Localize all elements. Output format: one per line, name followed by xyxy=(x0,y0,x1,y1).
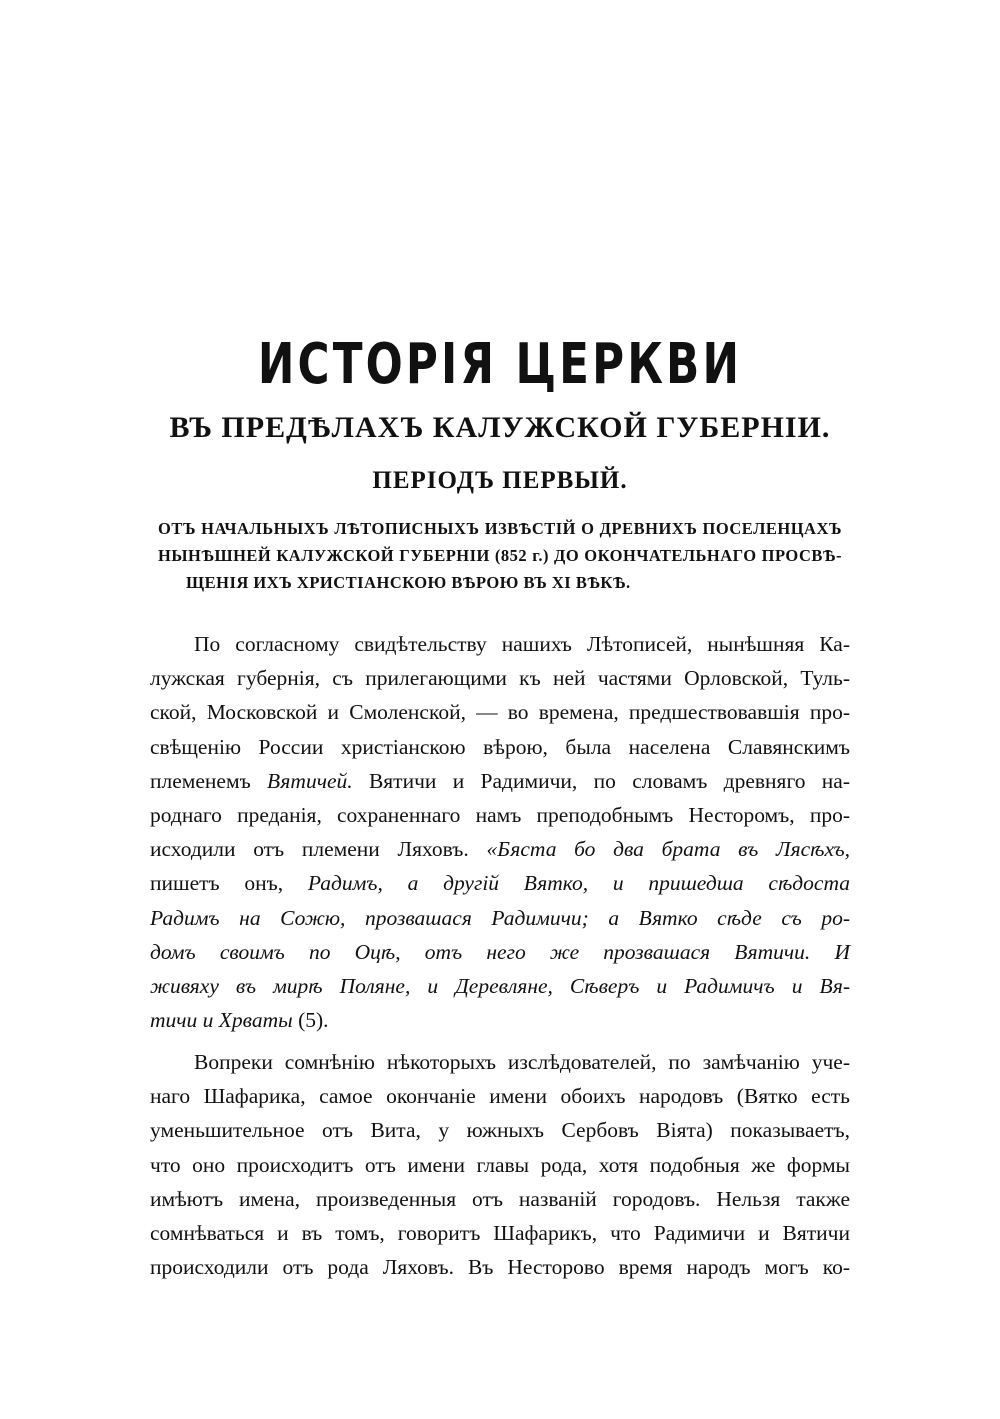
text-line xyxy=(150,866,850,900)
text-line: свѣщенію России христіанскою вѣрою, была населена Славянскимъ xyxy=(150,734,850,759)
text-line: роднаго преданія, сохраненнаго намъ преподобнымъ Несторомъ, про- xyxy=(150,803,850,828)
chapter-subtitle: ВЪ ПРЕДѢЛАХЪ КАЛУЖСКОЙ ГУБЕРНІИ. xyxy=(169,411,831,444)
period-heading: ПЕРІОДЪ ПЕРВЫЙ. xyxy=(372,467,628,494)
text-line: имѣютъ имена, произведенныя отъ названій городовъ. Нельзя также xyxy=(150,1186,850,1211)
text-run: исходили отъ племени Ляховъ. xyxy=(150,837,487,862)
italic-quotation-line: живяху въ мирѣ Поляне, и Деревляне, Сѣверъ и Радимичъ и Вя- xyxy=(150,974,850,999)
summary-line: ЩЕНІЯ ИХЪ ХРИСТІАНСКОЮ ВѢРОЮ ВЪ XI ВѢКѢ. xyxy=(186,573,631,592)
italic-quotation: Радимъ, а другій Вятко, и пришедша сѣдоста xyxy=(307,871,851,896)
chapter-title: ИСТОРІЯ ЦЕРКВИ xyxy=(257,332,743,397)
text-line: что оно происходитъ отъ имени главы рода, хотя подобныя же формы xyxy=(150,1152,850,1177)
italic-tribe-name: Вятичей. xyxy=(267,768,353,793)
text-line xyxy=(150,1003,850,1037)
text-line: сомнѣваться и въ томъ, говоритъ Шафарикъ, что Радимичи и Вятичи xyxy=(150,1221,850,1246)
italic-quotation-line: Радимъ на Сожю, прозвашася Радимичи; а Вятко сѣде съ ро- xyxy=(150,905,850,930)
text-line xyxy=(150,764,850,798)
text-line: уменьшительное отъ Вита, у южныхъ Сербовъ Віята) показываетъ, xyxy=(150,1118,850,1143)
footnote-reference: (5). xyxy=(292,1008,329,1033)
text-line: лужская губернія, съ прилегающими къ ней частями Орловской, Туль- xyxy=(150,666,850,691)
italic-quotation: тичи и Хрваты xyxy=(150,1008,293,1033)
italic-quotation: «Бяста бо два брата въ Лясѣхъ, xyxy=(486,837,850,862)
summary-line: НЫНѢШНЕЙ КАЛУЖСКОЙ ГУБЕРНІИ (852 г.) ДО ОКОНЧАТЕЛЬНАГО ПРОСВѢ- xyxy=(158,546,842,565)
text-line: наго Шафарика, самое окончаніе имени обоихъ народовъ (Вятко есть xyxy=(150,1084,850,1109)
text-line: Вопреки сомнѣнію нѣкоторыхъ изслѣдователей, по замѣчанію уче- xyxy=(194,1050,850,1074)
summary-line: ОТЪ НАЧАЛЬНЫХЪ ЛѢТОПИСНЫХЪ ИЗВѢСТІЙ О ДРЕВНИХЪ ПОСЕЛЕНЦАХЪ xyxy=(158,519,842,538)
text-line: По согласному свидѣтельству нашихъ Лѣтописей, нынѣшняя Ка- xyxy=(194,632,850,656)
text-line: ской, Московской и Смоленской, — во времена, предшествовавшія про- xyxy=(150,700,850,725)
text-run: племенемъ xyxy=(150,768,268,793)
body-paragraph-2 xyxy=(150,1045,850,1284)
period-summary xyxy=(158,515,842,596)
body-paragraph-1 xyxy=(150,627,850,1037)
text-run: Вятичи и Радимичи, по словамъ древняго на- xyxy=(352,768,851,793)
text-line: происходили отъ рода Ляховъ. Въ Несторово время народъ могъ ко- xyxy=(150,1255,850,1280)
text-line xyxy=(150,832,850,866)
italic-quotation-line: домъ своимъ по Оцѣ, отъ него же прозвашася Вятичи. И xyxy=(150,939,850,964)
text-run: пишетъ онъ, xyxy=(150,871,308,896)
